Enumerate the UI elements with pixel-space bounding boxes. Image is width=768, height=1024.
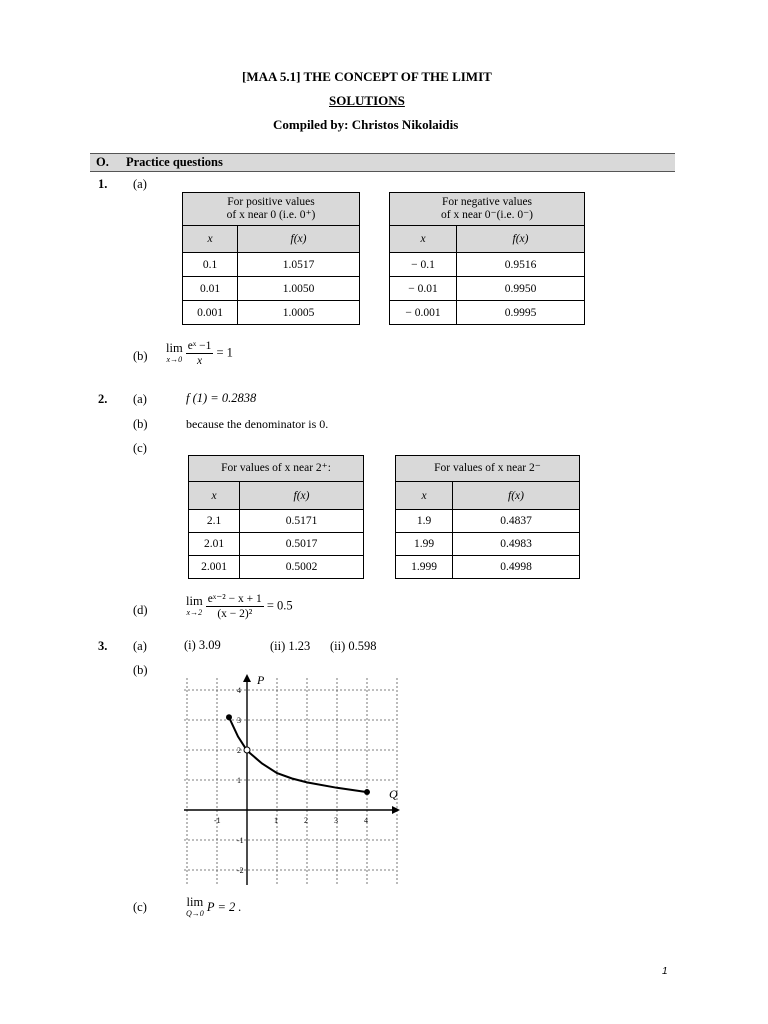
x-tick-label: -1 [214,816,221,825]
part-label: (a) [133,177,147,191]
q2-limit-expression: lim x→2 $\frac{\text{eˣ⁻² − x + 1}}{\text{(x − 2)²}}$ = 0.5 [186,593,293,620]
endpoint-dot [226,714,232,720]
table-cell: 0.4983 [453,533,580,556]
y-axis-label: P [257,673,265,687]
table-header: For negative values of x near 0⁻(i.e. 0⁻) [390,193,585,226]
table-header: For positive values of x near 0 (i.e. 0⁺) [183,193,360,226]
part-label: (a) [133,392,147,406]
q3-a-iii: (ii) 0.598 [330,639,377,653]
table-cell: 1.0517 [238,253,360,277]
table-cell: 1.999 [396,556,453,579]
q3-limit-expression: lim Q→0 P = 2 . [186,895,242,918]
q2-b-answer: because the denominator is 0. [186,417,329,431]
table-cell: 0.9950 [457,277,585,301]
question-number: 3. [98,639,108,653]
table-cell: 0.5002 [240,556,364,579]
table-cell: 0.4837 [453,510,580,533]
table-cell: 1.99 [396,533,453,556]
table-header: For values of x near 2⁺: [189,456,364,482]
document-title: [MAA 5.1] THE CONCEPT OF THE LIMIT [242,69,492,84]
y-axis-arrow [243,674,251,682]
section-letter: O. [96,155,109,169]
q2-a-answer: f (1) = 0.2838 [186,391,257,405]
q1-negative-table [389,192,585,325]
table-cell: 0.5017 [240,533,364,556]
question-number: 1. [98,177,108,191]
open-point [244,747,250,753]
table-cell: 0.001 [183,301,238,325]
q3-a-ii: (ii) 1.23 [270,639,311,653]
y-tick-label: 2 [237,746,241,755]
page-number: 1 [662,966,668,977]
table-cell: 0.4998 [453,556,580,579]
x-tick-label: 1 [274,816,278,825]
column-header: x [183,226,238,253]
part-label: (d) [133,603,148,617]
part-label: (b) [133,663,148,677]
table-cell: 1.9 [396,510,453,533]
q3-a-i: (i) 3.09 [184,638,221,652]
y-tick-label: 1 [237,776,241,785]
endpoint-dot [364,789,370,795]
table-cell: 0.5171 [240,510,364,533]
table-cell: 0.01 [183,277,238,301]
section-header [90,153,675,172]
y-tick-label: -1 [237,836,244,845]
q1-limit-expression: lim x→0 $\frac{\text{eˣ −1}}{x}$ = 1 [166,340,233,367]
graph-grid [184,678,397,885]
section-label: Practice questions [126,155,223,169]
part-label: (b) [133,349,148,363]
column-header: x [396,482,453,510]
table-cell: 1.0050 [238,277,360,301]
table-cell: − 0.1 [390,253,457,277]
column-header: f(x) [457,226,585,253]
document-subtitle: SOLUTIONS [329,93,405,108]
column-header: f(x) [238,226,360,253]
x-tick-label: 3 [334,816,338,825]
x-axis-label: Q [389,787,398,801]
part-label: (a) [133,639,147,653]
table-header: For values of x near 2⁻ [396,456,580,482]
graph-tick-labels [214,686,368,875]
document-author: Compiled by: Christos Nikolaidis [273,117,459,132]
x-tick-label: 2 [304,816,308,825]
q3-graph [170,670,410,890]
table-cell: 1.0005 [238,301,360,325]
q1-positive-table [182,192,360,325]
part-label: (b) [133,417,148,431]
q2-negative-table [395,455,580,579]
table-cell: 0.9995 [457,301,585,325]
table-cell: 0.1 [183,253,238,277]
part-label: (c) [133,900,147,914]
question-number: 2. [98,392,108,406]
part-label: (c) [133,441,147,455]
graph-curve [229,717,367,792]
y-tick-label: -2 [237,866,244,875]
column-header: x [390,226,457,253]
y-tick-label: 3 [237,716,241,725]
x-axis-arrow [392,806,400,814]
column-header: x [189,482,240,510]
table-cell: − 0.001 [390,301,457,325]
table-cell: 2.1 [189,510,240,533]
table-cell: 0.9516 [457,253,585,277]
column-header: f(x) [240,482,364,510]
y-tick-label: 4 [237,686,241,695]
table-cell: − 0.01 [390,277,457,301]
table-cell: 2.001 [189,556,240,579]
x-tick-label: 4 [364,816,368,825]
column-header: f(x) [453,482,580,510]
q2-positive-table [188,455,364,579]
table-cell: 2.01 [189,533,240,556]
